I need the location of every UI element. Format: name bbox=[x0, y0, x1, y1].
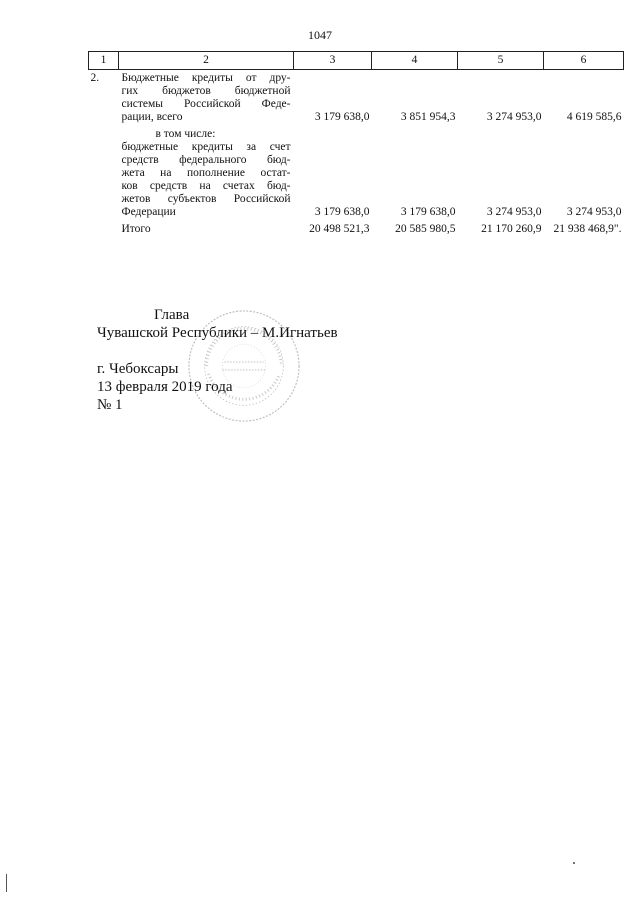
signatory-line: Чувашской Республики – М.Игнатьев bbox=[97, 325, 338, 341]
value-cell: 3 851 954,3 bbox=[400, 111, 456, 123]
value-cell: 21 938 468,9". bbox=[553, 223, 622, 235]
scan-margin-mark bbox=[6, 874, 7, 892]
header-cell: 3 bbox=[294, 52, 372, 70]
value-cell: 3 274 953,0 bbox=[486, 111, 542, 123]
name-line: бюджетные кредиты за счет bbox=[121, 141, 291, 153]
value-cell: 21 170 260,9 bbox=[481, 223, 542, 235]
value-cell: 3 274 953,0 bbox=[566, 206, 622, 218]
header-cell: 4 bbox=[372, 52, 458, 70]
table-row bbox=[89, 70, 624, 127]
value-cell: 3 179 638,0 bbox=[314, 111, 370, 123]
value-cell: 3 274 953,0 bbox=[486, 206, 542, 218]
row-name bbox=[119, 126, 294, 221]
header-cell: 6 bbox=[544, 52, 624, 70]
document-number: № 1 bbox=[97, 397, 123, 413]
table-row bbox=[89, 126, 624, 221]
total-label: Итого bbox=[121, 223, 151, 235]
table-row bbox=[89, 221, 624, 238]
name-line: гих бюджетов бюджетной bbox=[121, 85, 291, 97]
header-cell: 5 bbox=[458, 52, 544, 70]
scan-dot-mark bbox=[573, 862, 575, 864]
value-cell: 4 619 585,6 bbox=[566, 111, 622, 123]
name-line: Бюджетные кредиты от дру- bbox=[121, 72, 291, 84]
value-cell: 20 585 980,5 bbox=[395, 223, 456, 235]
page-number: 1047 bbox=[308, 28, 332, 42]
header-cell: 1 bbox=[89, 52, 119, 70]
value-cell: 20 498 521,3 bbox=[309, 223, 370, 235]
signing-date: 13 февраля 2019 года bbox=[97, 379, 233, 395]
name-line: жетов субъектов Российской bbox=[121, 193, 291, 205]
budget-table bbox=[88, 51, 624, 238]
name-line: системы Российской Феде- bbox=[121, 98, 291, 110]
name-line: средств федерального бюд- bbox=[121, 154, 291, 166]
signature-block bbox=[97, 306, 338, 414]
row-index: 2. bbox=[90, 72, 100, 84]
header-cell: 2 bbox=[119, 52, 294, 70]
signatory-title: Глава bbox=[154, 307, 190, 323]
value-cell: 3 179 638,0 bbox=[314, 206, 370, 218]
row-name bbox=[119, 70, 294, 127]
name-line: жета на пополнение остат- bbox=[121, 167, 291, 179]
name-line: рации, всего bbox=[121, 111, 183, 123]
name-line: ков средств на счетах бюд- bbox=[121, 180, 291, 192]
signing-place: г. Чебоксары bbox=[97, 361, 179, 377]
name-line: Федерации bbox=[121, 206, 176, 218]
subheading: в том числе: bbox=[155, 128, 216, 140]
header-row bbox=[89, 52, 624, 70]
value-cell: 3 179 638,0 bbox=[400, 206, 456, 218]
